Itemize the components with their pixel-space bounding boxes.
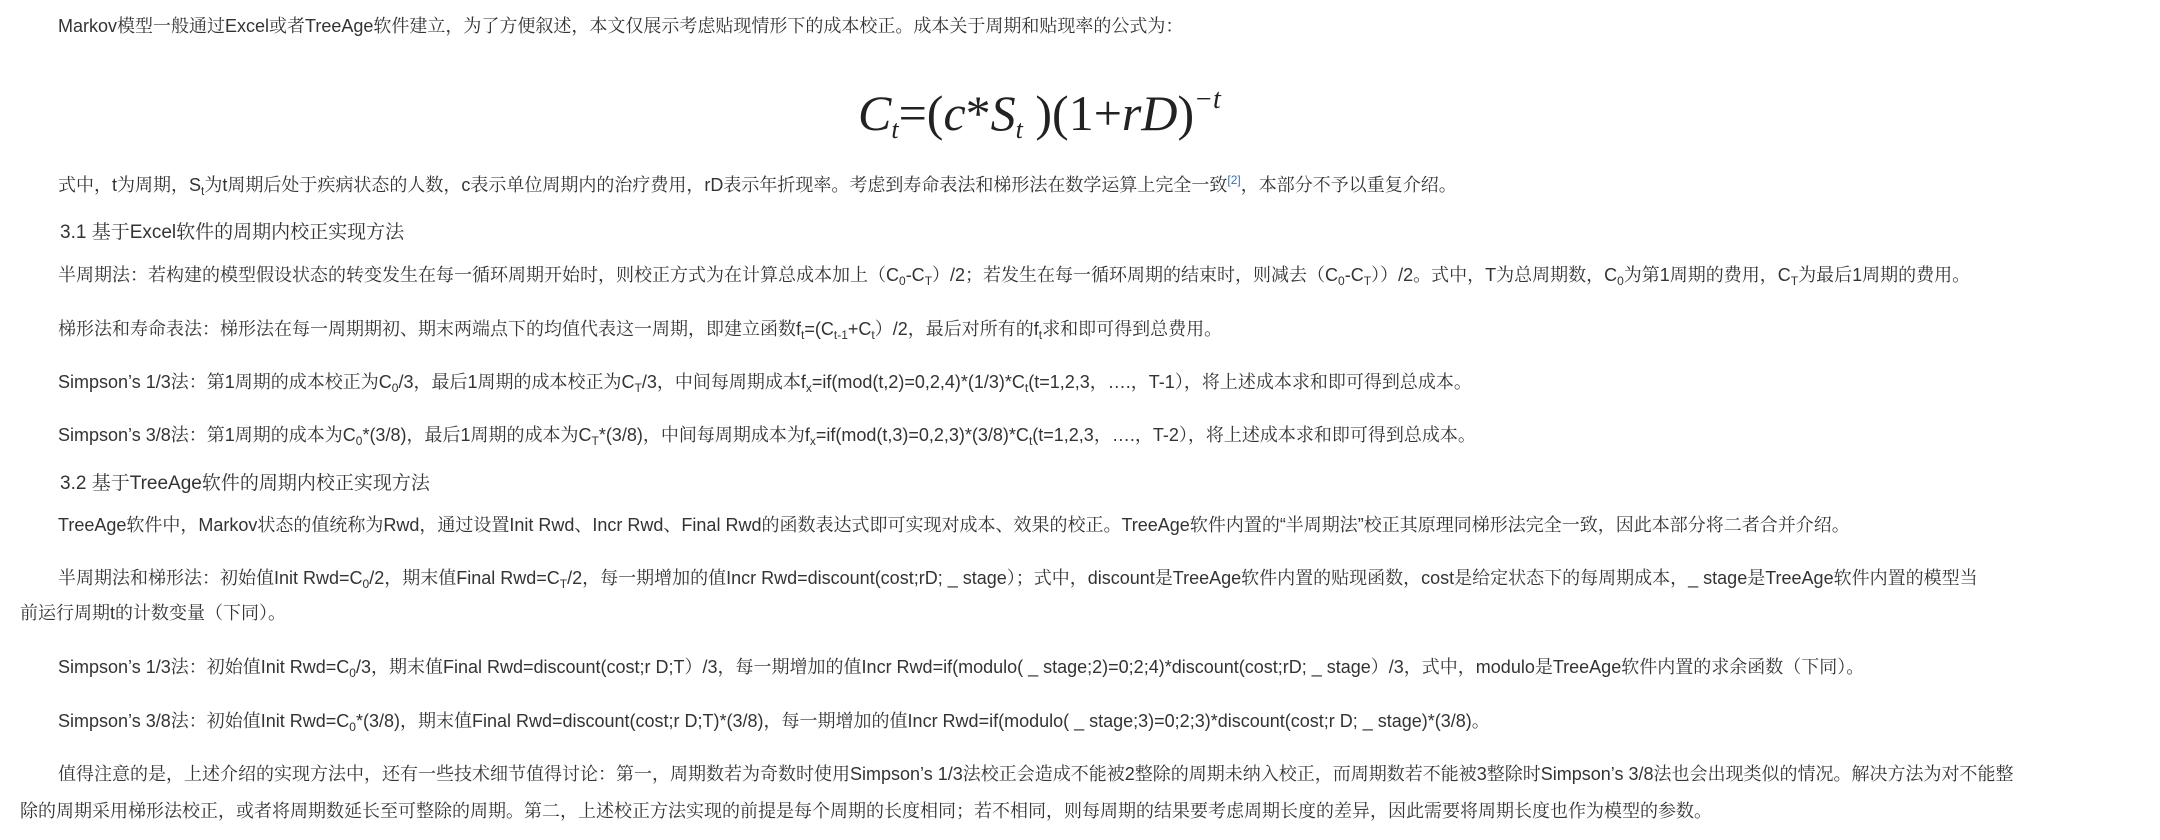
text: 值得注意的是，上述介绍的实现方法中，还有一些技术细节值得讨论：第一，周期数若为奇数时使用Simpson’s 1/3法校正会造成不能被2整除的周期未纳入校正，而周期数若不能被3整除时Simpson’s 3/8法也会出现类似的情况。解决方法为对不能整 [58,764,2014,784]
subscript: x [805,381,812,395]
formula-s-symbol: S [990,85,1016,141]
subscript: 0 [391,381,399,395]
text: *(3/8)，最后1周期的成本为C [362,425,592,445]
text: *(3/8)，期末值Final Rwd=discount(cost;r D;T)*(3/8)，每一期增加的值Incr Rwd=if(modulo( _ stage;3)=0;2;3)*discount(cost;r D; _ stage)*(3/8)。 [355,711,1490,731]
text: +C [847,319,872,339]
subscript: T [924,274,933,288]
formula-discount-rate: rD [1121,85,1178,141]
intro-paragraph [58,14,1183,38]
formula-exponent: −t [1194,84,1221,115]
subscript: x [809,434,816,448]
subscript: 0 [355,434,363,448]
text: /2，期末值Final Rwd=C [369,568,560,588]
text: /3，中间每周期成本f [641,372,806,392]
subscript: T [559,577,568,591]
section-title-text: 3.1 基于Excel软件的周期内校正实现方法 [60,222,405,243]
text: =if(mod(t,3)=0,2,3)*(3/8)*C [815,425,1029,445]
text: -C [1344,265,1364,285]
subscript: 0 [362,577,370,591]
text: =if(mod(t,2)=0,2,4)*(1/3)*C [811,372,1025,392]
simpson-1-3-paragraph [58,370,1472,394]
subscript: t-1 [833,328,848,342]
intro-text: Markov模型一般通过Excel或者TreeAge软件建立，为了方便叙述，本文仅展示考虑贴现情形下的成本校正。成本关于周期和贴现率的公式为： [58,16,1184,36]
explanation-text: 式中，t为周期，S [58,175,202,195]
formula-unit-cost: c [943,85,966,141]
text: 除的周期采用梯形法校正，或者将周期数延长至可整除的周期。第二，上述校正方法实现的前提是每个周期的长度相同；若不相同，则每周期的结果要考虑周期长度的差异，因此需要将周期长度也作为模型的参数。 [20,801,1712,821]
treeage-half-trapezoid-line2 [20,601,286,625]
half-cycle-paragraph [58,263,1970,287]
text: 为第1周期的费用，C [1623,265,1791,285]
formula-c-symbol: C [858,85,892,141]
formula-paren: ( [1052,85,1069,141]
subscript: t [801,328,805,342]
treeage-half-trapezoid-paragraph [58,566,1978,590]
text: ）/2，最后对所有的f [874,319,1039,339]
reference-link[interactable]: [2] [1227,173,1241,187]
subscript: t [1028,434,1033,448]
subscript: t [1024,381,1029,395]
text: /2，每一期增加的值Incr Rwd=discount(cost;rD; _ stage）；式中，discount是TreeAge软件内置的贴现函数，cost是给定状态下的每周期成本，_ stage是TreeAge软件内置的模型当 [567,568,1978,588]
subscript: T [1790,274,1799,288]
text: (t=1,2,3，….，T-1），将上述成本求和即可得到总成本。 [1028,372,1472,392]
text: Simpson’s 3/8法：第1周期的成本为C [58,425,356,445]
subscript: 0 [349,720,356,734]
subscript: T [634,381,642,395]
text: 梯形法和寿命表法：梯形法在每一周期期初、期末两端点下的均值代表这一周期，即建立函数f [58,319,801,339]
text: Simpson’s 3/8法：初始值Init Rwd=C [58,711,350,731]
text: ）/2；若发生在每一循环周期的结束时，则减去（C [932,265,1339,285]
treeage-simpson-3-8-paragraph [58,709,1490,733]
subscript: t [871,328,875,342]
technical-note-line2 [20,799,1712,823]
text: Simpson’s 1/3法：初始值Init Rwd=C [58,657,350,677]
text: =(C [804,319,834,339]
cost-discount-formula [858,70,1221,160]
text: /3，期末值Final Rwd=discount(cost;r D;T）/3，每一期增加的值Incr Rwd=if(modulo( _ stage;2)=0;2;4)*discount(cost;rD; _ stage）/3，式中，modulo是TreeAge软件内置的求余函数（下同）。 [355,657,1865,677]
formula-s-subscript: t [1015,115,1023,144]
text: /3，最后1周期的成本校正为C [398,372,635,392]
text: 半周期法：若构建的模型假设状态的转变发生在每一循环周期开始时，则校正方式为在计算总成本加上（C [58,265,899,285]
formula-explanation [58,173,1457,197]
subscript: 0 [1338,274,1345,288]
treeage-intro-paragraph [58,513,1850,537]
text: -C [905,265,925,285]
explanation-text: ，本部分不予以重复介绍。 [1240,175,1457,195]
text: Simpson’s 1/3法：第1周期的成本校正为C [58,372,392,392]
subscript: T [1363,274,1372,288]
formula-paren: ) [1177,85,1195,141]
text: 求和即可得到总费用。 [1042,319,1223,339]
subscript: 0 [1617,274,1624,288]
section-3-1-title [60,221,404,245]
text: 半周期法和梯形法：初始值Init Rwd=C [58,568,363,588]
text: (t=1,2,3，….，T-2），将上述成本求和即可得到总成本。 [1032,425,1476,445]
text: 前运行周期t的计数变量（下同）。 [20,603,286,623]
subscript: T [591,434,599,448]
subscript: t [1038,328,1043,342]
treeage-simpson-1-3-paragraph [58,655,1864,679]
subscript: 0 [349,666,356,680]
formula-paren: ) [1035,85,1053,141]
formula-paren: ( [926,85,944,141]
explanation-text: 为t周期后处于疾病状态的人数，c表示单位周期内的治疗费用，rD表示年折现率。考虑到寿命表法和梯形法在数学运算上完全一致 [204,175,1228,195]
formula-equals: = [898,85,927,141]
text: 为最后1周期的费用。 [1798,265,1971,285]
subscript: t [201,184,205,198]
formula-multiply: * [965,85,991,141]
section-title-text: 3.2 基于TreeAge软件的周期内校正实现方法 [60,473,430,494]
formula-one-plus: 1+ [1068,85,1122,141]
technical-note-line1 [58,762,2013,786]
text: TreeAge软件中，Markov状态的值统称为Rwd，通过设置Init Rwd、Incr Rwd、Final Rwd的函数表达式即可实现对成本、效果的校正。TreeAge软件内置的“半周期法”校正其原理同梯形法完全一致，因此本部分将二者合并介绍。 [58,515,1850,535]
subscript: 0 [899,274,906,288]
formula-t-subscript: t [891,115,899,144]
text: ））/2。式中，T为总周期数，C [1371,265,1618,285]
section-3-2-title [60,472,430,496]
text: *(3/8)，中间每周期成本为f [598,425,810,445]
trapezoid-paragraph [58,317,1222,341]
simpson-3-8-paragraph [58,423,1476,447]
